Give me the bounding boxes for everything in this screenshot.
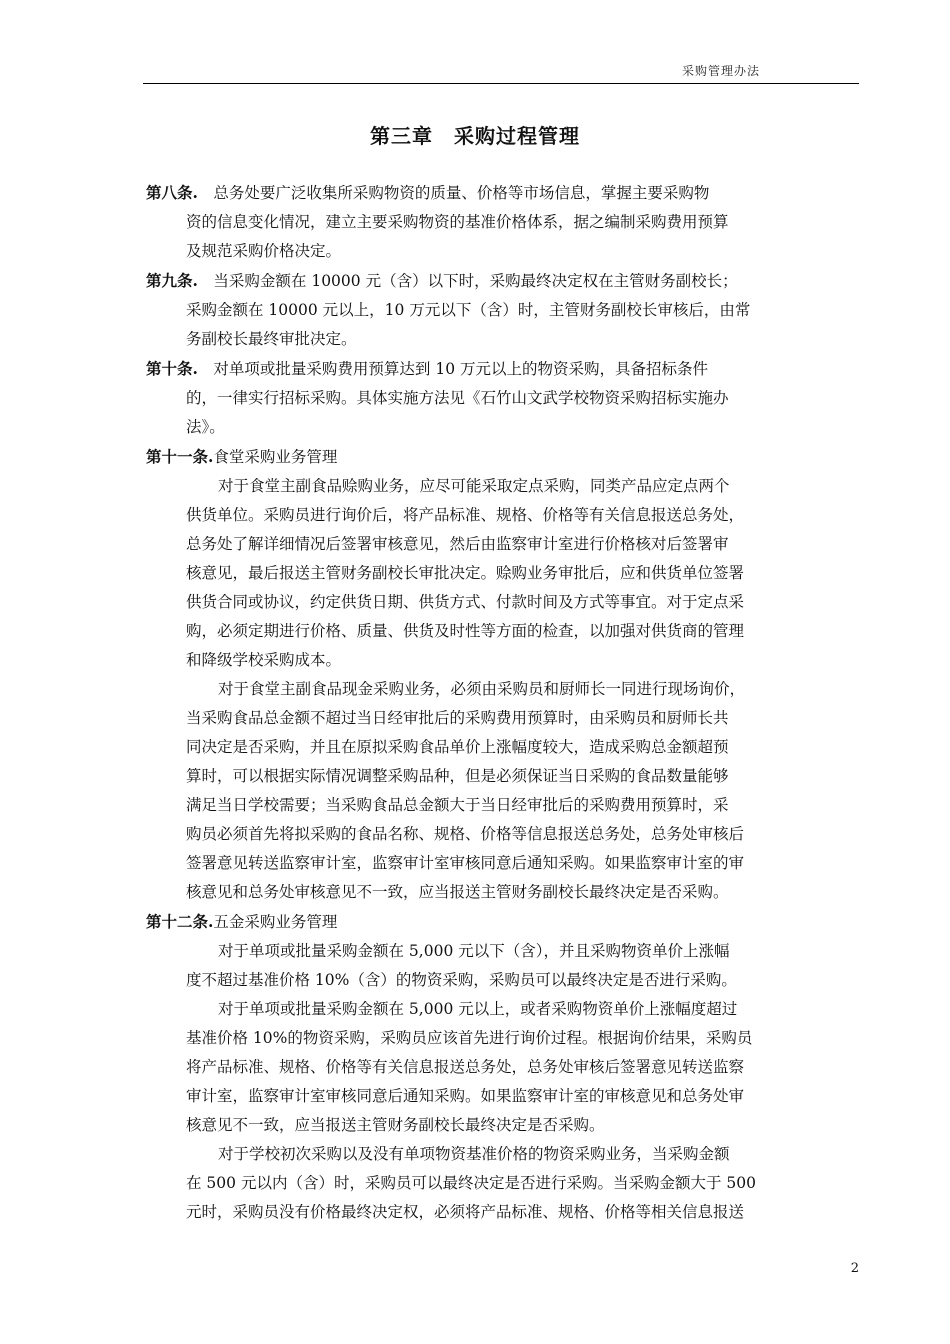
- line-text: 对于食堂主副食品现金采购业务，必须由采购员和厨师长一同进行现场询价，: [218, 680, 746, 698]
- line-text: 基准价格 10%的物资采购，采购员应该首先进行询价过程。根据询价结果，采购员: [186, 1029, 753, 1047]
- article-9: [146, 266, 859, 354]
- line-text: 总务处了解详细情况后签署审核意见，然后由监察审计室进行价格核对后签署审: [186, 535, 729, 553]
- line-text: 签署意见转送监察审计室，监察审计室审核同意后通知采购。如果监察审计室的审: [186, 854, 745, 872]
- article-label: 第十一条.: [146, 447, 214, 466]
- line-text: 购，必须定期进行价格、质量、供货及时性等方面的检查，以加强对供货商的管理: [186, 622, 745, 640]
- paragraph: [146, 937, 859, 995]
- line-text: 当采购金额在 10000 元（含）以下时，采购最终决定权在主管财务副校长；: [197, 272, 738, 290]
- line-text: 资的信息变化情况，建立主要采购物资的基准价格体系，据之编制采购费用预算: [186, 213, 729, 231]
- line-text: 核意见不一致，应当报送主管财务副校长最终决定是否采购。: [186, 1116, 605, 1134]
- paragraph: [146, 995, 859, 1140]
- line-text: 将产品标准、规格、价格等有关信息报送总务处，总务处审核后签署意见转送监察: [186, 1058, 745, 1076]
- line-text: 当采购食品总金额不超过当日经审批后的采购费用预算时，由采购员和厨师长共: [186, 709, 729, 727]
- line-text: 度不超过基准价格 10%（含）的物资采购，采购员可以最终决定是否进行采购。: [186, 971, 737, 989]
- article-label: 第十条.: [146, 359, 198, 378]
- line-text: 在 500 元以内（含）时，采购员可以最终决定是否进行采购。当采购金额大于 500: [186, 1174, 756, 1192]
- line-text: 算时，可以根据实际情况调整采购品种，但是必须保证当日采购的食品数量能够: [186, 767, 729, 785]
- document-body: [146, 178, 859, 1227]
- line-text: 核意见和总务处审核意见不一致，应当报送主管财务副校长最终决定是否采购。: [186, 883, 729, 901]
- paragraph: [146, 472, 859, 675]
- line-text: 对于单项或批量采购金额在 5,000 元以上，或者采购物资单价上涨幅度超过: [218, 1000, 738, 1018]
- line-text: 及规范采购价格决定。: [186, 242, 342, 260]
- line-text: 对于学校初次采购以及没有单项物资基准价格的物资采购业务，当采购金额: [218, 1145, 730, 1163]
- line-text: 元时，采购员没有价格最终决定权，必须将产品标准、规格、价格等相关信息报送: [186, 1203, 745, 1221]
- article-heading: 食堂采购业务管理: [213, 448, 338, 466]
- line-text: 供货单位。采购员进行询价后，将产品标准、规格、价格等有关信息报送总务处，: [186, 506, 745, 524]
- article-heading: 五金采购业务管理: [213, 913, 338, 931]
- line-text: 的，一律实行招标采购。具体实施方法见《石竹山文武学校物资采购招标实施办: [186, 389, 729, 407]
- article-8: [146, 178, 859, 266]
- line-text: 法》。: [186, 418, 225, 436]
- article-11: [146, 442, 859, 907]
- article-label: 第八条.: [146, 183, 198, 202]
- article-first-line: [146, 178, 859, 208]
- page-header-title: 采购管理办法: [681, 64, 760, 78]
- line-text: 和降级学校采购成本。: [186, 651, 342, 669]
- line-text: 对于食堂主副食品赊购业务，应尽可能采取定点采购，同类产品应定点两个: [218, 477, 730, 495]
- line-text: 对于单项或批量采购金额在 5,000 元以下（含），并且采购物资单价上涨幅: [218, 942, 730, 960]
- line-text: 满足当日学校需要；当采购食品总金额大于当日经审批后的采购费用预算时，采: [186, 796, 729, 814]
- line-text: 审计室，监察审计室审核同意后通知采购。如果监察审计室的审核意见和总务处审: [186, 1087, 745, 1105]
- line-text: 核意见，最后报送主管财务副校长审批决定。赊购业务审批后，应和供货单位签署: [186, 564, 745, 582]
- paragraph: [146, 675, 859, 907]
- header-rule: [143, 83, 859, 84]
- paragraph: [146, 1140, 859, 1227]
- line-text: 采购金额在 10000 元以上，10 万元以下（含）时，主管财务副校长审核后，由常: [186, 301, 751, 319]
- article-label: 第九条.: [146, 271, 198, 290]
- line-text: 对单项或批量采购费用预算达到 10 万元以上的物资采购，具备招标条件: [197, 360, 708, 378]
- chapter-title: 第三章 采购过程管理: [370, 124, 580, 148]
- article-label: 第十二条.: [146, 912, 214, 931]
- line-text: 供货合同或协议，约定供货日期、供货方式、付款时间及方式等事宜。对于定点采: [186, 593, 745, 611]
- article-10: [146, 354, 859, 442]
- line-text: 总务处要广泛收集所采购物资的质量、价格等市场信息，掌握主要采购物: [197, 184, 710, 202]
- page-number: 2: [850, 1261, 859, 1276]
- article-heading-line: [146, 907, 859, 937]
- line-text: 务副校长最终审批决定。: [186, 330, 357, 348]
- line-text: 购员必须首先将拟采购的食品名称、规格、价格等信息报送总务处，总务处审核后: [186, 825, 745, 843]
- article-first-line: [146, 354, 859, 384]
- article-heading-line: [146, 442, 859, 472]
- article-first-line: [146, 266, 859, 296]
- article-12: [146, 907, 859, 1227]
- line-text: 同决定是否采购，并且在原拟采购食品单价上涨幅度较大，造成采购总金额超预: [186, 738, 729, 756]
